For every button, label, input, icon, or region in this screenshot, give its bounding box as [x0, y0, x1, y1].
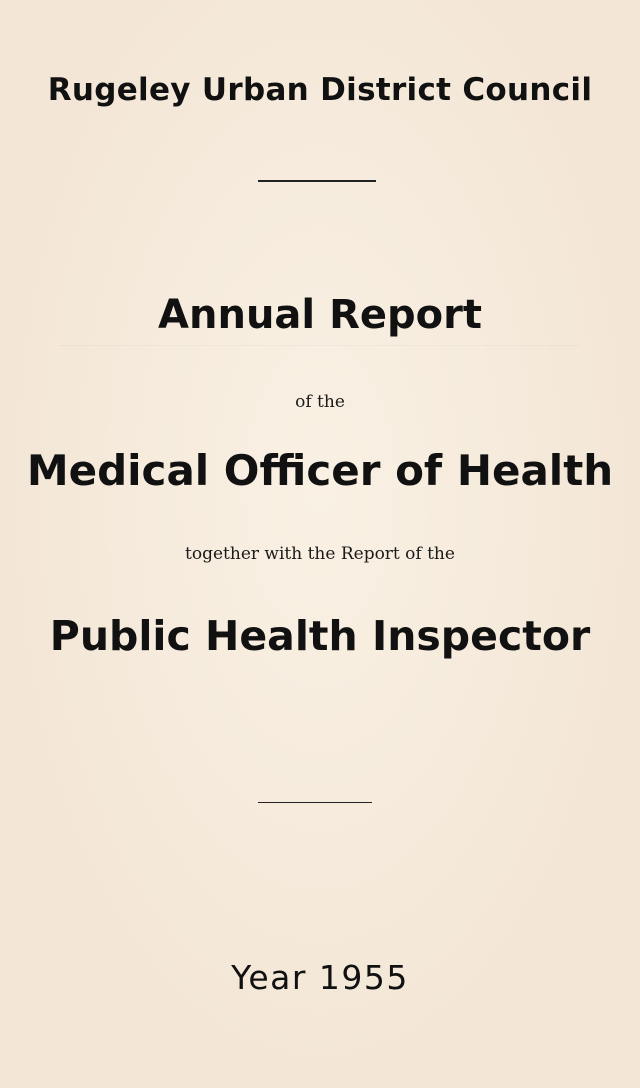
inspector-title: Public Health Inspector: [49, 612, 591, 660]
divider-bottom: [258, 802, 372, 803]
of-the-text: of the: [295, 392, 345, 412]
bleed-through-text: [60, 345, 580, 646]
council-name: Rugeley Urban District Council: [47, 72, 593, 108]
report-year: Year 1955: [231, 958, 409, 997]
officer-title: Medical Officer of Health: [26, 446, 614, 495]
report-title: Annual Report: [158, 292, 482, 338]
divider-top: [258, 180, 376, 182]
together-text: together with the Report of the: [185, 544, 455, 564]
